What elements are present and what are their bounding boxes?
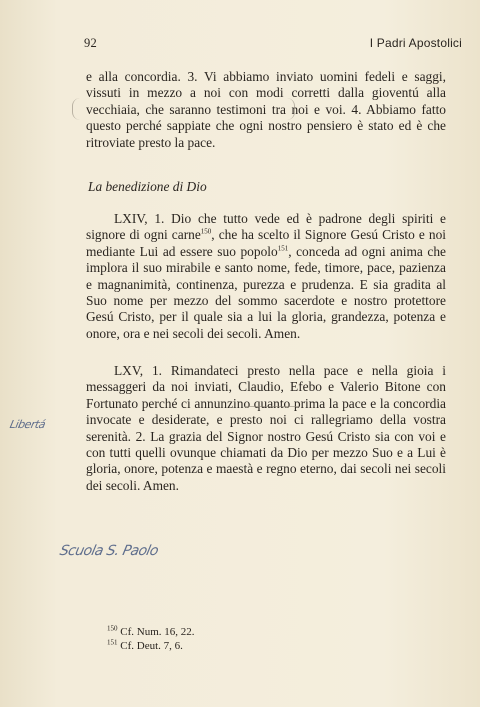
- footnote-ref-151[interactable]: 151: [277, 244, 289, 253]
- running-head: I Padri Apostolici: [369, 36, 462, 50]
- paragraph-lxiv: [86, 211, 446, 342]
- footnote-number: 151: [107, 637, 118, 646]
- handwritten-margin-note: Libertá: [8, 418, 47, 431]
- intro-text: e alla concordia. 3. Vi abbiamo inviato uomini fedeli e saggi, vissuti in mezzo a noi con modi corretti dalla gioventú alla vecchiaia, che saranno testimoni tra noi e voi. 4. Abbiamo fatto questo perché sappiate che ogni nostro pensiero è stato ed è che ritroviate presto la pace.: [86, 69, 446, 150]
- footnote-text: Cf. Deut. 7, 6.: [120, 639, 183, 652]
- intro-paragraph: [86, 69, 446, 151]
- handwritten-stamp-note: Scuola S. Paolo: [58, 543, 160, 559]
- footnote-item: [107, 637, 195, 654]
- lxiv-text-part1: LXIV, 1. Dio che tutto vede ed è padrone degli spiriti e signore di ogni carne: [86, 211, 446, 243]
- section-heading: La benedizione di Dio: [88, 179, 207, 194]
- lxiv-text-part3: , conceda ad ogni anima che implora il suo mirabile e santo nome, fede, timore, pace, pazienza e magnanimità, continenza, purezza e prudenza. E sia gradita al Suo nome per mezzo del sommo sacerdote e nostro protettore Gesú Cristo, per il quale sia a lui la gloria, grandezza, potenza e onore, ora e nei secoli dei secoli. Amen.: [86, 243, 446, 341]
- paragraph-lxv-text: LXV, 1. Rimandateci presto nella pace e nella gioia i messaggeri da noi inviati, Claudio, Efebo e Valerio Bitone con Fortunato perché ci annunzino quanto prima la pace e la concordia invocate e desiderate, e presto noi ci rallegriamo della vostra serenità. 2. La grazia del Signor nostro Gesú Cristo sia con voi e con tutti quelli ovunque chiamati da Dio per mezzo Suo e a Lui è gloria, onore, potenza e maestà e regno eterno, dai secoli nei secoli dei secoli. Amen.: [86, 363, 446, 493]
- page-number: 92: [84, 36, 98, 50]
- footnotes: [107, 626, 195, 653]
- lxiv-text-part2: , che ha scelto il Signore Gesú Cristo e noi mediante Lui ad essere suo popolo: [86, 227, 447, 259]
- footnote-text: Cf. Num. 16, 22.: [120, 626, 195, 638]
- pencil-bracket-left: [72, 98, 81, 120]
- pencil-underline: [246, 406, 300, 407]
- paragraph-lxiv-text: [86, 211, 446, 342]
- footnote-item: [107, 626, 195, 640]
- paragraph-lxv: [86, 363, 446, 494]
- footnote-ref-150[interactable]: 150: [200, 227, 212, 236]
- footnote-number: 150: [107, 624, 118, 633]
